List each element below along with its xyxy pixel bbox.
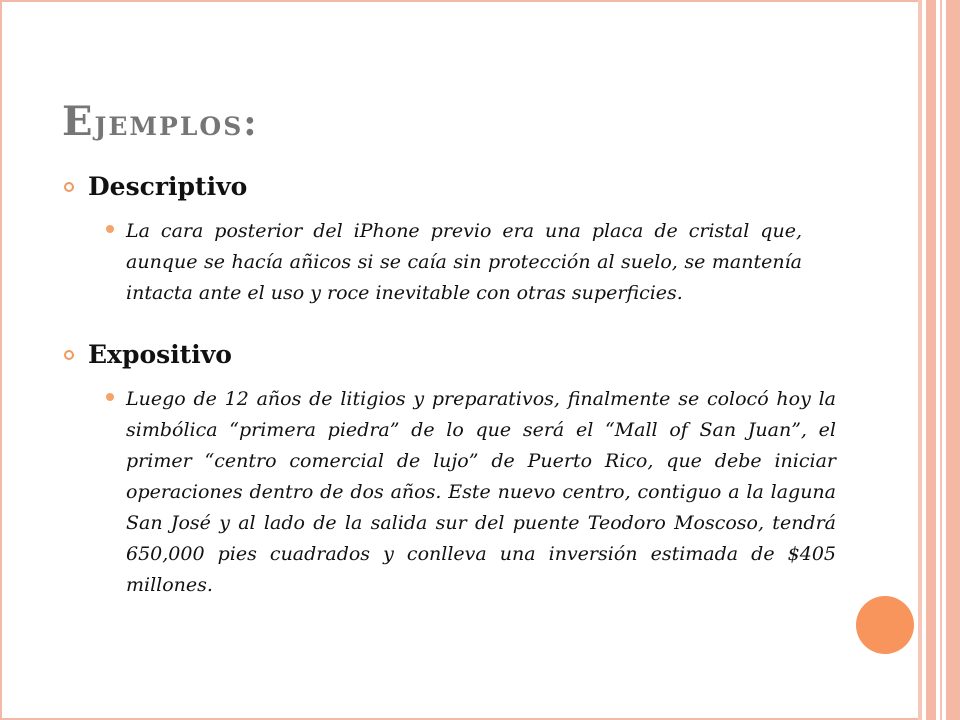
section-heading: Expositivo — [88, 340, 232, 369]
section-text: Luego de 12 años de litigios y preparativos, finalmente se colocó hoy la simbólica “primera piedra” de lo que será el “Mall of San Juan”, el primer “centro comercial de lujo” de Puerto Rico, que debe iniciar operaciones dentro de dos años. Este nuevo centro, contiguo a la laguna San José y al lado de la salida sur del puente Teodoro Moscoso, tendrá 650,000 pies cuadrados y conlleva una inversión estimada de $405 millones. — [126, 388, 836, 596]
title-rest: jemplos: — [94, 102, 259, 144]
dot-bullet-icon — [106, 393, 114, 401]
decorative-stripe — [946, 0, 960, 720]
decorative-circle — [856, 596, 914, 654]
section-heading: Descriptivo — [88, 172, 248, 201]
decorative-stripe — [918, 0, 922, 720]
title-initial: E — [62, 98, 95, 145]
section-text: La cara posterior del iPhone previo era una placa de cristal que, aunque se hacía añicos si se caía sin protección al suelo, se mantenía intacta ante el uso y roce inevitable con otras superficies. — [126, 220, 802, 304]
sub-bullet-expositivo — [106, 384, 840, 601]
ring-bullet-icon — [64, 350, 74, 360]
sub-bullet-descriptivo — [106, 216, 806, 309]
ring-bullet-icon — [64, 182, 74, 192]
section-descriptivo — [64, 172, 247, 201]
decorative-stripe — [926, 0, 936, 720]
slide-title — [62, 98, 259, 145]
decorative-stripe — [940, 0, 942, 720]
section-expositivo — [64, 340, 232, 369]
dot-bullet-icon — [106, 225, 114, 233]
